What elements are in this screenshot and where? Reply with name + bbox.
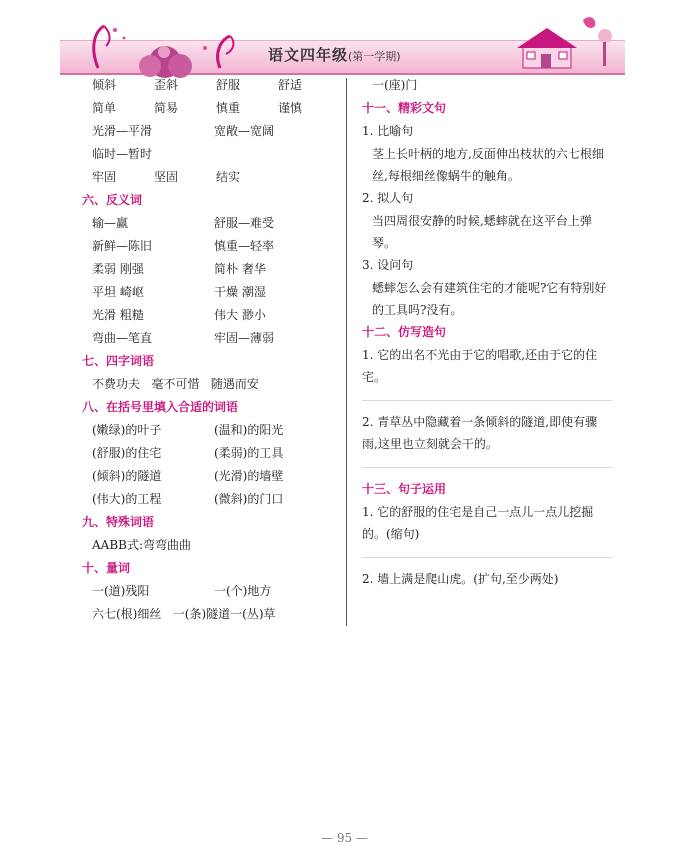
phrase: (温和)的阳光 bbox=[214, 423, 284, 437]
book-title-main: 语文四年级 bbox=[268, 46, 349, 64]
word: 光滑—平滑 bbox=[92, 124, 153, 138]
phrase: 一(道)残阳 bbox=[92, 584, 150, 598]
word: 歪斜 bbox=[154, 78, 179, 92]
house-decoration-right bbox=[505, 14, 615, 76]
word: 宽敞—宽阔 bbox=[214, 124, 275, 138]
flower-decoration-left bbox=[80, 18, 250, 78]
word: 牢固—薄弱 bbox=[214, 331, 275, 345]
section-title-special-words: 九、特殊词语 bbox=[82, 515, 155, 529]
word: 简朴 奢华 bbox=[214, 262, 266, 276]
answer-line bbox=[362, 467, 612, 468]
page-header bbox=[0, 0, 689, 82]
answer-line bbox=[362, 557, 612, 558]
word-row bbox=[82, 166, 347, 189]
imitation-item: 1. 它的出名不光由于它的唱歌,还由于它的住宅。 bbox=[362, 348, 598, 384]
antonym-row bbox=[82, 304, 347, 327]
word: 倾斜 bbox=[92, 78, 117, 92]
word: 平坦 崎岖 bbox=[92, 285, 144, 299]
page-number: — 95 — bbox=[321, 831, 368, 845]
antonym-row bbox=[82, 327, 347, 350]
sentence-use-item: 1. 它的舒服的住宅是自己一点儿一点儿挖掘的。(缩句) bbox=[362, 505, 594, 541]
word: 柔弱 刚强 bbox=[92, 262, 144, 276]
section-title-imitation: 十二、仿写造句 bbox=[362, 325, 447, 339]
sentence-text: 蟋蟀怎么会有建筑住宅的才能呢?它有特别好的工具吗?没有。 bbox=[372, 281, 607, 317]
section-title-antonyms: 六、反义词 bbox=[82, 193, 143, 207]
fill-row bbox=[82, 488, 347, 511]
word: 结实 bbox=[216, 170, 241, 184]
antonym-row bbox=[82, 258, 347, 281]
phrase: (光滑)的墙壁 bbox=[214, 469, 284, 483]
section-title-measure-words: 十、量词 bbox=[82, 561, 131, 575]
sentence-label: 1. 比喻句 bbox=[362, 124, 414, 138]
word: 舒服 bbox=[216, 78, 241, 92]
word-row bbox=[82, 120, 347, 143]
word: 谨慎 bbox=[278, 101, 303, 115]
phrase: (伟大)的工程 bbox=[92, 492, 162, 506]
special-word-line: AABB式:弯弯曲曲 bbox=[92, 538, 192, 552]
word: 牢固 bbox=[92, 170, 117, 184]
phrase: 一(个)地方 bbox=[214, 584, 272, 598]
word: 新鲜—陈旧 bbox=[92, 239, 153, 253]
word: 伟大 渺小 bbox=[214, 308, 266, 322]
word-row bbox=[82, 143, 347, 166]
word: 弯曲—笔直 bbox=[92, 331, 153, 345]
word: 输—赢 bbox=[92, 216, 129, 230]
right-column bbox=[362, 74, 612, 590]
book-title-sub: (第一学期) bbox=[348, 50, 401, 63]
word: 干燥 潮湿 bbox=[214, 285, 266, 299]
word: 坚固 bbox=[154, 170, 179, 184]
word: 简易 bbox=[154, 101, 179, 115]
word: 慎重 bbox=[216, 101, 241, 115]
word: 临时—暂时 bbox=[92, 147, 153, 161]
word: 舒服—难受 bbox=[214, 216, 275, 230]
imitation-item: 2. 青草丛中隐藏着一条倾斜的隧道,即使有骤雨,这里也立刻就会干的。 bbox=[362, 415, 598, 451]
fill-row bbox=[82, 419, 347, 442]
word: 慎重—轻率 bbox=[214, 239, 275, 253]
book-title bbox=[268, 44, 401, 65]
section-title-fine-sentences: 十一、精彩文句 bbox=[362, 101, 447, 115]
antonym-row bbox=[82, 281, 347, 304]
word: 光滑 粗糙 bbox=[92, 308, 144, 322]
measure-row bbox=[82, 580, 347, 603]
answer-line bbox=[362, 400, 612, 401]
measure-continued: 一(座)门 bbox=[372, 78, 418, 92]
section-title-fill-brackets: 八、在括号里填入合适的词语 bbox=[82, 400, 239, 414]
left-column bbox=[82, 74, 347, 626]
phrase: (嫩绿)的叶子 bbox=[92, 423, 162, 437]
phrase: (微斜)的门口 bbox=[214, 492, 284, 506]
word-row bbox=[82, 97, 347, 120]
phrase: (舒服)的住宅 bbox=[92, 446, 162, 460]
sentence-use-item: 2. 墙上满是爬山虎。(扩句,至少两处) bbox=[362, 572, 559, 586]
sentence-text: 茎上长叶柄的地方,反面伸出枝状的六七根细丝,每根细丝像蜗牛的触角。 bbox=[372, 147, 604, 183]
section-title-sentence-use: 十三、句子运用 bbox=[362, 482, 447, 496]
phrase: (倾斜)的隧道 bbox=[92, 469, 162, 483]
phrase: (柔弱)的工具 bbox=[214, 446, 284, 460]
antonym-row bbox=[82, 212, 347, 235]
measure-row: 六七(根)细丝 一(条)隧道一(丛)草 bbox=[92, 607, 276, 621]
section-title-four-char: 七、四字词语 bbox=[82, 354, 155, 368]
sentence-text: 当四周很安静的时候,蟋蟀就在这平台上弹琴。 bbox=[372, 214, 592, 250]
sentence-label: 2. 拟人句 bbox=[362, 191, 414, 205]
fill-row bbox=[82, 465, 347, 488]
word: 简单 bbox=[92, 101, 117, 115]
antonym-row bbox=[82, 235, 347, 258]
word-row bbox=[82, 74, 347, 97]
word: 舒适 bbox=[278, 78, 303, 92]
sentence-label: 3. 设问句 bbox=[362, 258, 414, 272]
fill-row bbox=[82, 442, 347, 465]
four-char-words: 不费功夫 毫不可惜 随遇而安 bbox=[92, 377, 259, 391]
